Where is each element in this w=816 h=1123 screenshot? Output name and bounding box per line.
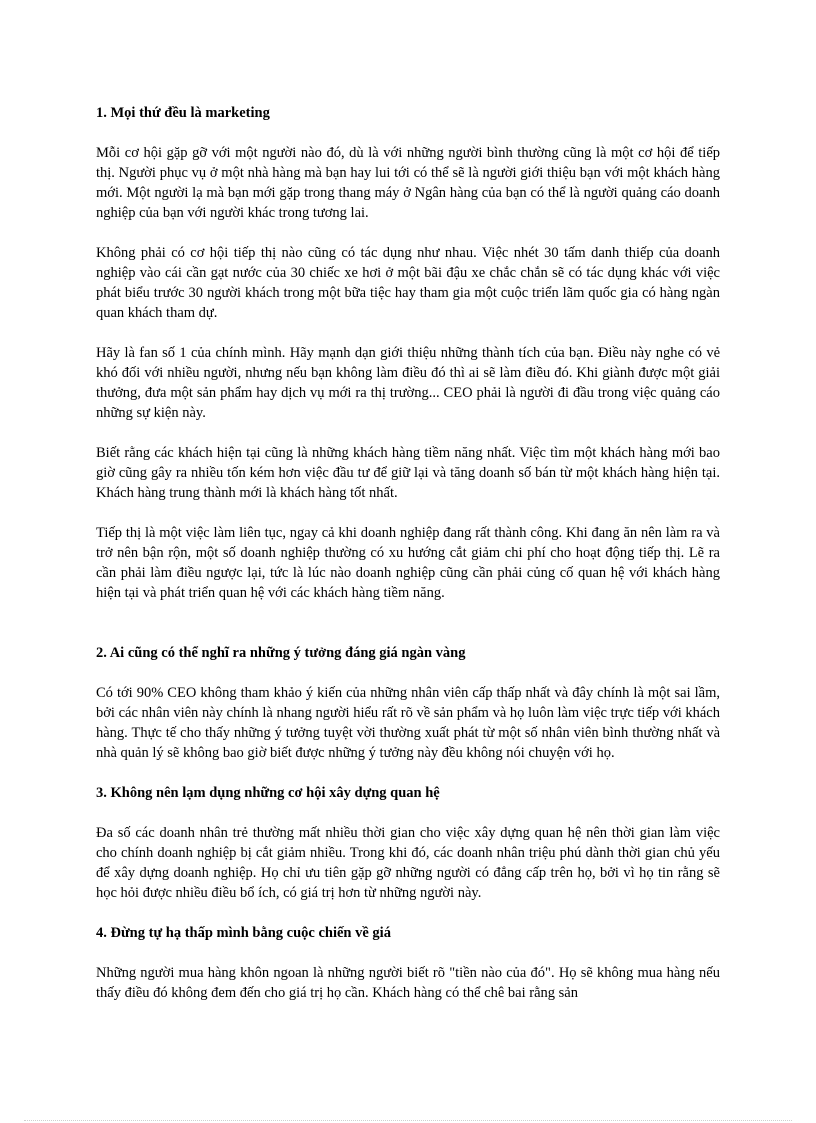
paragraph: Có tới 90% CEO không tham khảo ý kiến của những nhân viên cấp thấp nhất và đây chính là một sai lầm, bởi các nhân viên này chính là nhang người hiểu rất rõ về sản phẩm và họ luôn làm việc trực tiếp với khách hàng. Thực tế cho thấy những ý tưởng tuyệt vời thường xuất phát từ một số nhân viên bình thường nhất và nhà quản lý sẽ không bao giờ biết được những ý tưởng này đều không nói chuyện với họ. xyxy=(96,685,720,761)
paragraph: Tiếp thị là một việc làm liên tục, ngay cả khi doanh nghiệp đang rất thành công. Khi đang ăn nên làm ra và trở nên bận rộn, một số doanh nghiệp thường có xu hướng cắt giảm chi phí cho hoạt động tiếp thị. Lẽ ra cần phải làm điều ngược lại, tức là lúc nào doanh nghiệp cũng cần phải củng cố quan hệ với khách hàng hiện tại và phát triển quan hệ với các khách hàng tiềm năng. xyxy=(96,525,720,601)
section-heading-4: 4. Đừng tự hạ thấp mình bằng cuộc chiến về giá xyxy=(96,925,391,941)
paragraph: Đa số các doanh nhân trẻ thường mất nhiều thời gian cho việc xây dựng quan hệ nên thời gian làm việc cho chính doanh nghiệp bị cắt giảm nhiều. Trong khi đó, các doanh nhân triệu phú dành thời gian chủ yếu để xây dựng doanh nghiệp. Họ chỉ ưu tiên gặp gỡ những người có đẳng cấp trên họ, bởi vì họ tin rằng sẽ học hỏi được nhiều điều bổ ích, có giá trị hơn từ những người này. xyxy=(96,825,720,901)
paragraph: Hãy là fan số 1 của chính mình. Hãy mạnh dạn giới thiệu những thành tích của bạn. Điều này nghe có vẻ khó đối với nhiều người, nhưng nếu bạn không làm điều đó thì ai sẽ làm điều đó. Khi giành được một giải thưởng, đưa một sản phẩm hay dịch vụ mới ra thị trường... CEO phải là người đi đầu trong việc quảng cáo những sự kiện này. xyxy=(96,345,720,421)
paragraph: Không phải có cơ hội tiếp thị nào cũng có tác dụng như nhau. Việc nhét 30 tấm danh thiếp của doanh nghiệp vào cái cần gạt nước của 30 chiếc xe hơi ở một bãi đậu xe chắc chắn sẽ có tác dụng khác với việc phát biểu trước 30 người khách trong một bữa tiệc hay tham gia một cuộc triển lãm quốc gia có hàng ngàn quan khách tham dự. xyxy=(96,245,720,321)
document-body xyxy=(96,103,720,1003)
section-heading-3: 3. Không nên lạm dụng những cơ hội xây dựng quan hệ xyxy=(96,785,440,801)
paragraph: Mỗi cơ hội gặp gỡ với một người nào đó, dù là với những người bình thường cũng là một cơ hội để tiếp thị. Người phục vụ ở một nhà hàng mà bạn hay lui tới có thể sẽ là người giới thiệu bạn với một khách hàng mới. Một người lạ mà bạn mới gặp trong thang máy ở Ngân hàng của bạn có thể là người quảng cáo doanh nghiệp của bạn với người khác trong tương lai. xyxy=(96,145,720,221)
paragraph: Những người mua hàng khôn ngoan là những người biết rõ "tiền nào của đó". Họ sẽ không mua hàng nếu thấy điều đó không đem đến cho giá trị họ cần. Khách hàng có thể chê bai rằng sản xyxy=(96,965,720,1001)
page-bottom-divider xyxy=(24,1120,792,1121)
section-heading-1: 1. Mọi thứ đều là marketing xyxy=(96,105,270,121)
section-heading-2: 2. Ai cũng có thể nghĩ ra những ý tưởng đáng giá ngàn vàng xyxy=(96,645,466,661)
paragraph: Biết rằng các khách hiện tại cũng là những khách hàng tiềm năng nhất. Việc tìm một khách hàng mới bao giờ cũng gây ra nhiều tốn kém hơn việc đầu tư để giữ lại và tăng doanh số bán từ một khách hàng hiện tại. Khách hàng trung thành mới là khách hàng tốt nhất. xyxy=(96,445,720,501)
